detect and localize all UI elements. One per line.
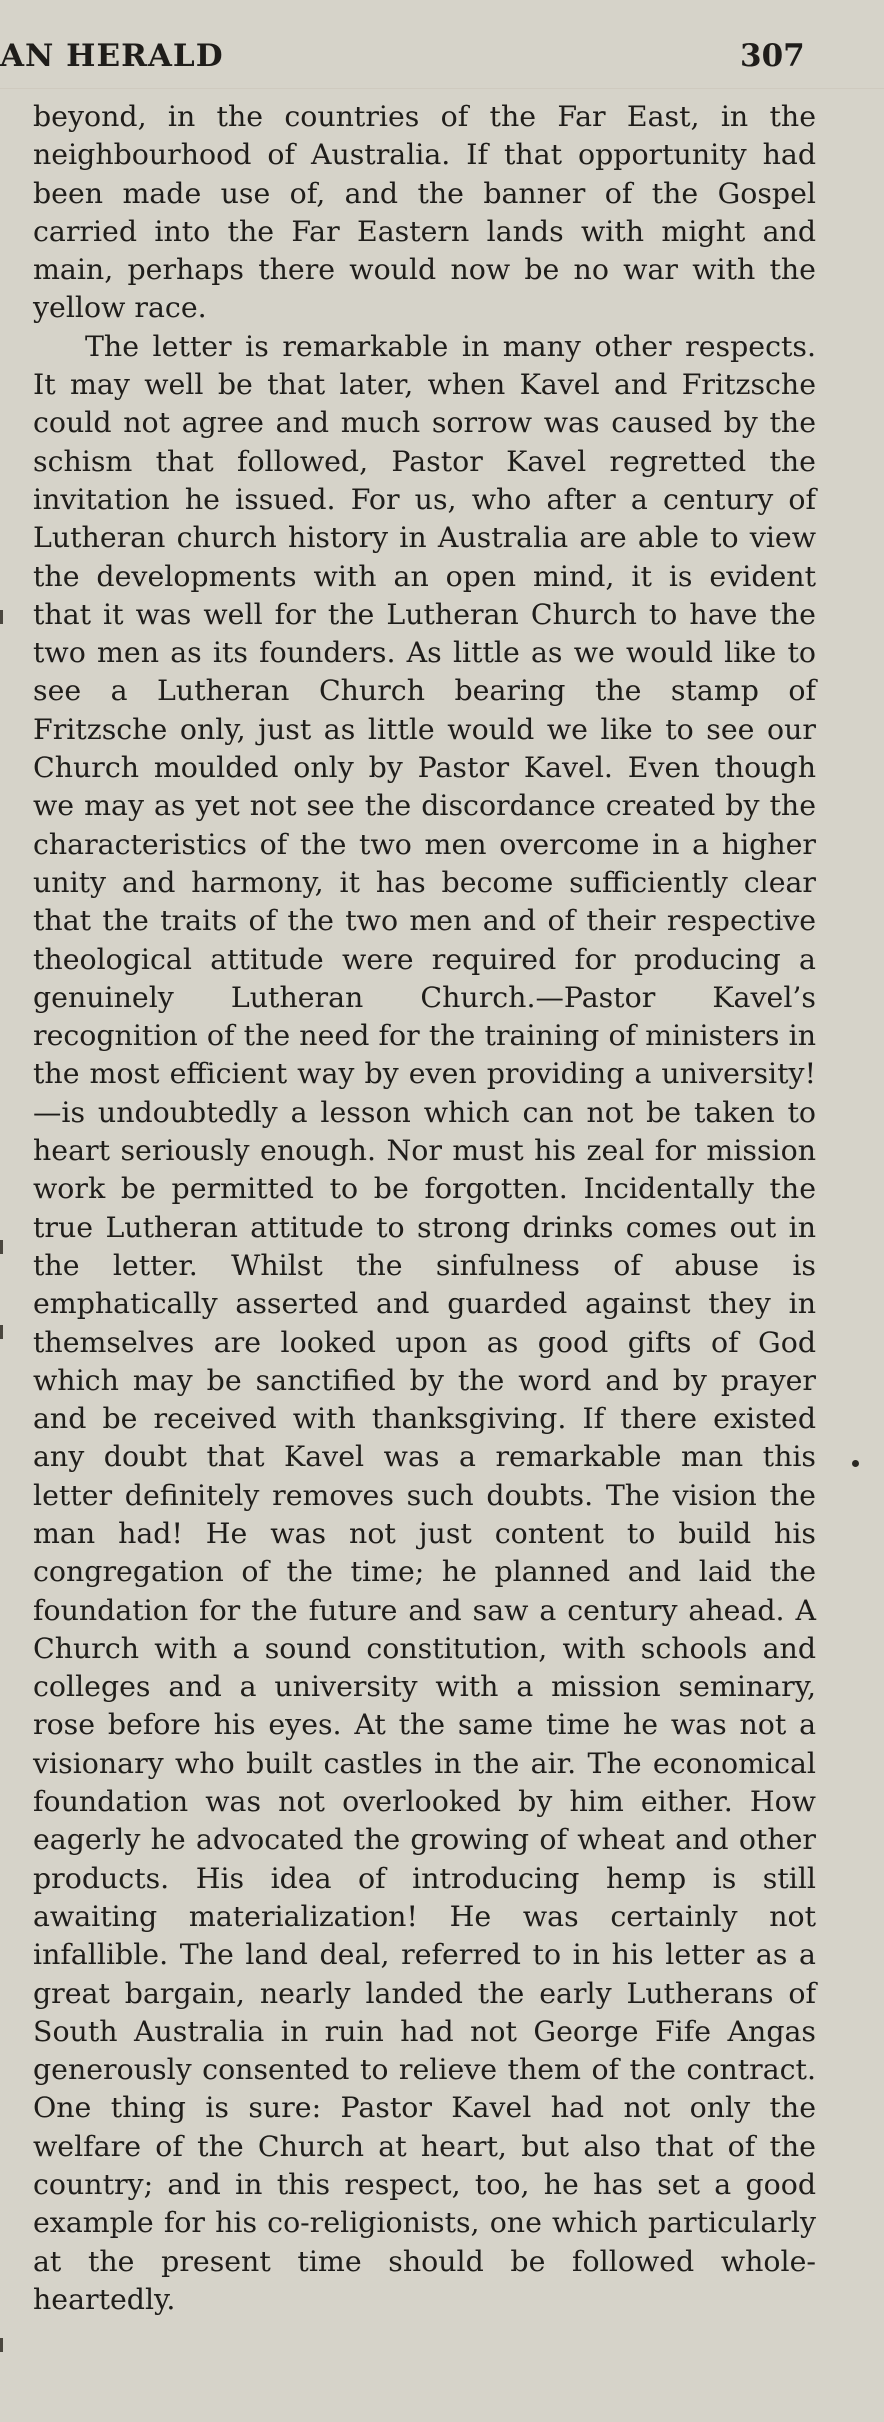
header-rule [0,88,884,89]
margin-mark [0,610,3,624]
margin-dot [852,1460,859,1467]
running-header [0,38,884,78]
margin-mark [0,1325,3,1339]
paragraph-1: beyond, in the countries of the Far East, in the neighbourhood of Australia. If that opportunity had been made use of, and the banner of the Gospel carried into the Far Eastern lands with might and main, perhaps there would now be no war with the yellow race. [33,100,816,325]
paragraph-2: The letter is remarkable in many other respects. It may well be that later, when Kavel and Fritzsche could not agree and much sorrow was caused by the schism that followed, Pastor Kavel regretted the invitation he issued. For us, who after a century of Lutheran church history in Australia are able to view the developments with an open mind, it is evident that it was well for the Lutheran Church to have the two men as its founders. As little as we would like to see a Lutheran Church bearing the stamp of Fritzsche only, just as little would we like to see our Church moulded only by Pastor Kavel. Even though we may as yet not see the discordance created by the characteristics of the two men overcome in a higher unity and harmony, it has become sufficiently clear that the traits of the two men and of their respective theological attitude were required for producing a genuinely Lutheran Church.—Pastor Kavel’s recognition of the need for the training of ministers in the most efficient way by even providing a university!—is undoubtedly a lesson which can not be taken to heart seriously enough. Nor must his zeal for mission work be permitted to be forgotten. Incidentally the true Lutheran attitude to strong drinks comes out in the letter. Whilst the sinfulness of abuse is emphatically asserted and guarded against they in themselves are looked upon as good gifts of God which may be sanctified by the word and by prayer and be received with thanksgiving. If there existed any doubt that Kavel was a remarkable man this letter definitely removes such doubts. The vision the man had! He was not just content to build his congregation of the time; he planned and laid the foundation for the future and saw a century ahead. A Church with a sound constitution, with schools and colleges and a university with a mission seminary, rose before his eyes. At the same time he was not a visionary who built castles in the air. The economical foundation was not overlooked by him either. How eagerly he advocated the growing of wheat and other products. His idea of introducing hemp is still awaiting materialization! He was certainly not infallible. The land deal, referred to in his letter as a great bargain, nearly landed the early Lutherans of South Australia in ruin had not George Fife Angas generously consented to relieve them of the contract. One thing is sure: Pastor Kavel had not only the welfare of the Church at heart, but also that of the country; and in this respect, too, he has set a good example for his co-religionists, one which particularly at the present time should be followed wholeheartedly. [33,329,816,2316]
header-title: AN HERALD [0,38,224,74]
margin-mark [0,2338,3,2352]
margin-mark [0,1240,3,1254]
article-body [33,98,816,2319]
page-number: 307 [740,38,805,74]
